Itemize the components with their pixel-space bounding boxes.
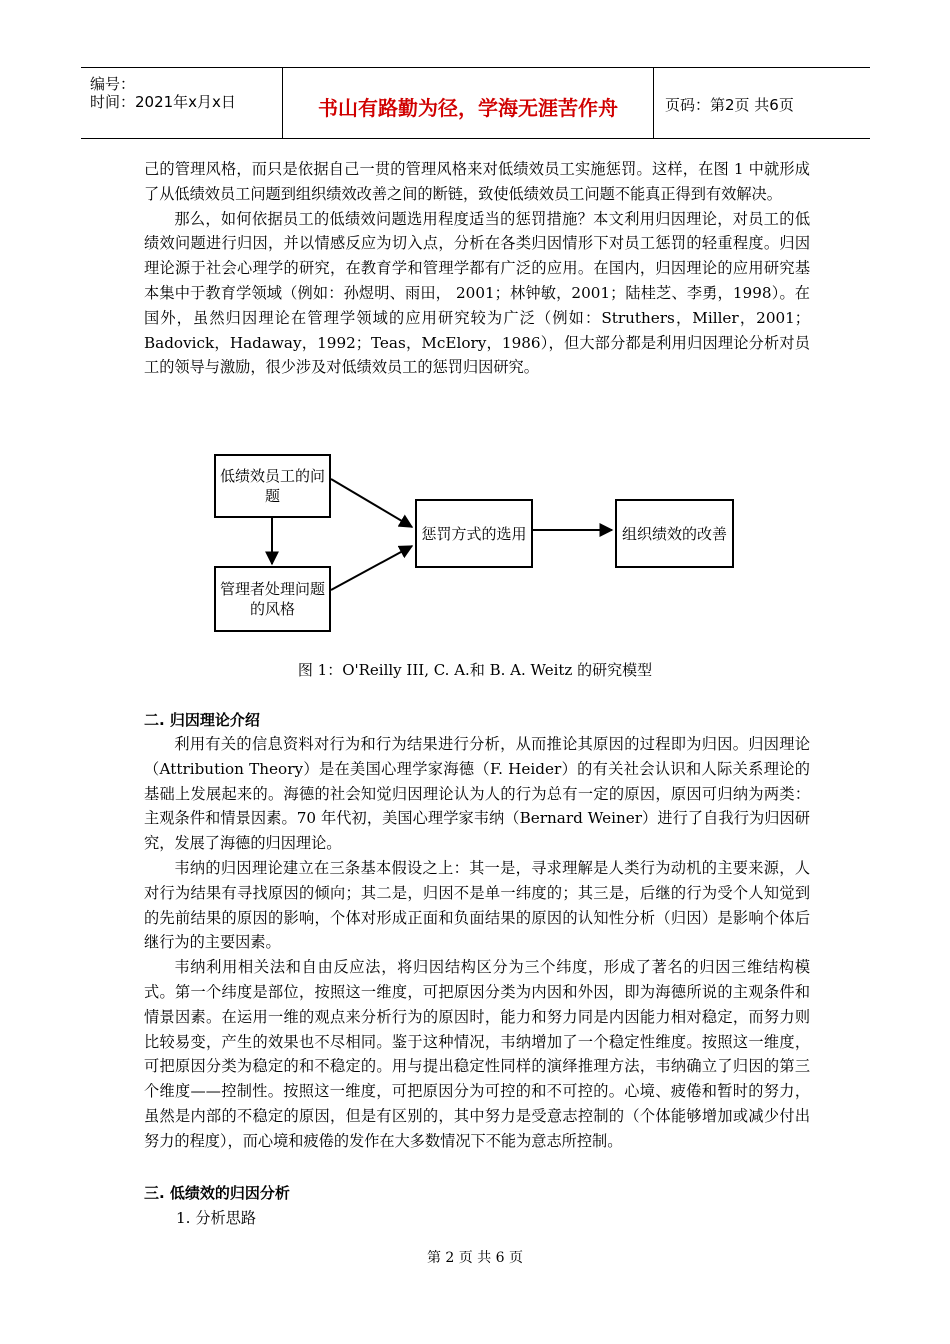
header-motto: 书山有路勤为径，学海无涯苦作舟 <box>318 96 618 120</box>
box-organization-improvement: 组织绩效的改善 <box>615 499 734 568</box>
section-2-paragraph-2: 韦纳的归因理论建立在三条基本假设之上：其一是，寻求理解是人类行为动机的主要来源，人对行为结果有寻找原因的倾向；其二是，归因不是单一纬度的；其三是，后继的行为受个人知觉到的先前结果的原因的影响，个体对形成正面和负面结果的原因的认知性分析（归因）是影响个体后继行为的主要因素。 <box>144 858 810 952</box>
section-2-title: 二. 归因理论介绍 <box>144 711 260 729</box>
arrow-problem-to-punishment <box>331 479 412 527</box>
section-3-title: 三. 低绩效的归因分析 <box>144 1184 290 1202</box>
arrow-style-to-punishment <box>331 546 412 590</box>
section-2-text <box>144 732 810 1154</box>
box-low-performance-problem: 低绩效员工的问题 <box>214 454 331 518</box>
document-time-label: 时间：2021年x月x日 <box>90 93 236 111</box>
box-punishment-selection: 惩罚方式的选用 <box>415 499 533 568</box>
section-2-paragraph-3: 韦纳利用相关法和自由反应法，将归因结构区分为三个纬度，形成了著名的归因三维结构模式。第一个纬度是部位，按照这一维度，可把原因分类为内因和外因，即为海德所说的主观条件和情景因素。在运用一维的观点来分析行为的原因时，能力和努力同是内因能力相对稳定，而努力则比较易变，产生的效果也不尽相同。鉴于这种情况，韦纳增加了一个稳定性维度。按照这一维度，可把原因分类为稳定的和不稳定的。用与提出稳定性同样的演绎推理方法，韦纳确立了归因的第三个维度——控制性。按照这一维度，可把原因分为可控的和不可控的。心境、疲倦和暂时的努力，虽然是内部的不稳定的原因，但是有区别的，其中努力是受意志控制的（个体能够增加或减少付出努力的程度），而心境和疲倦的发作在大多数情况下不能为意志所控制。 <box>144 958 810 1150</box>
section-2-paragraph-1: 利用有关的信息资料对行为和行为结果进行分析，从而推论其原因的过程即为归因。归因理论（Attribution Theory）是在美国心理学家海德（F. Heider）的有关社会认识和人际关系理论的基础上发展起来的。海德的社会知觉归因理论认为人的行为总有一定的原因，原因可归纳为两类：主观条件和情景因素。70 年代初，美国心理学家韦纳（Bernard Weiner）进行了自我行为归因研究，发展了海德的归因理论。 <box>144 735 810 853</box>
figure-caption: 图 1：O'Reilly III, C. A.和 B. A. Weitz 的研究模型 <box>297 661 653 679</box>
header-page-number: 页码：第2页 共6页 <box>665 96 794 114</box>
page-footer: 第 2 页 共 6 页 <box>426 1250 524 1266</box>
intro-paragraph-2: 那么，如何依据员工的低绩效问题选用程度适当的惩罚措施？本文利用归因理论，对员工的低绩效问题进行归因，并以情感反应为切入点，分析在各类归因情形下对员工惩罚的轻重程度。归因理论源于社会心理学的研究，在教育学和管理学都有广泛的应用。在国内，归因理论的应用研究基本集中于教育学领域（例如：孙煜明、雨田， 2001；林钟敏，2001；陆桂芝、李勇，1998）。在国外，虽然归因理论在管理学领域的应用研究较为广泛（例如：Struthers，Miller，2001；Badovick，Hadaway，1992；Teas，McElory，1986），但大部分都是利用归因理论分析对员工的领导与激励，很少涉及对低绩效员工的惩罚归因研究。 <box>144 209 810 377</box>
document-number-label: 编号： <box>90 75 136 93</box>
intro-paragraph-1: 己的管理风格，而只是依据自己一贯的管理风格来对低绩效员工实施惩罚。这样，在图 1 中就形成了从低绩效员工问题到组织绩效改善之间的断链，致使低绩效员工问题不能真正得到有效解决。 <box>144 160 810 203</box>
section-3-sub-item: 1. 分析思路 <box>176 1209 257 1227</box>
box-manager-style: 管理者处理问题的风格 <box>214 566 331 632</box>
